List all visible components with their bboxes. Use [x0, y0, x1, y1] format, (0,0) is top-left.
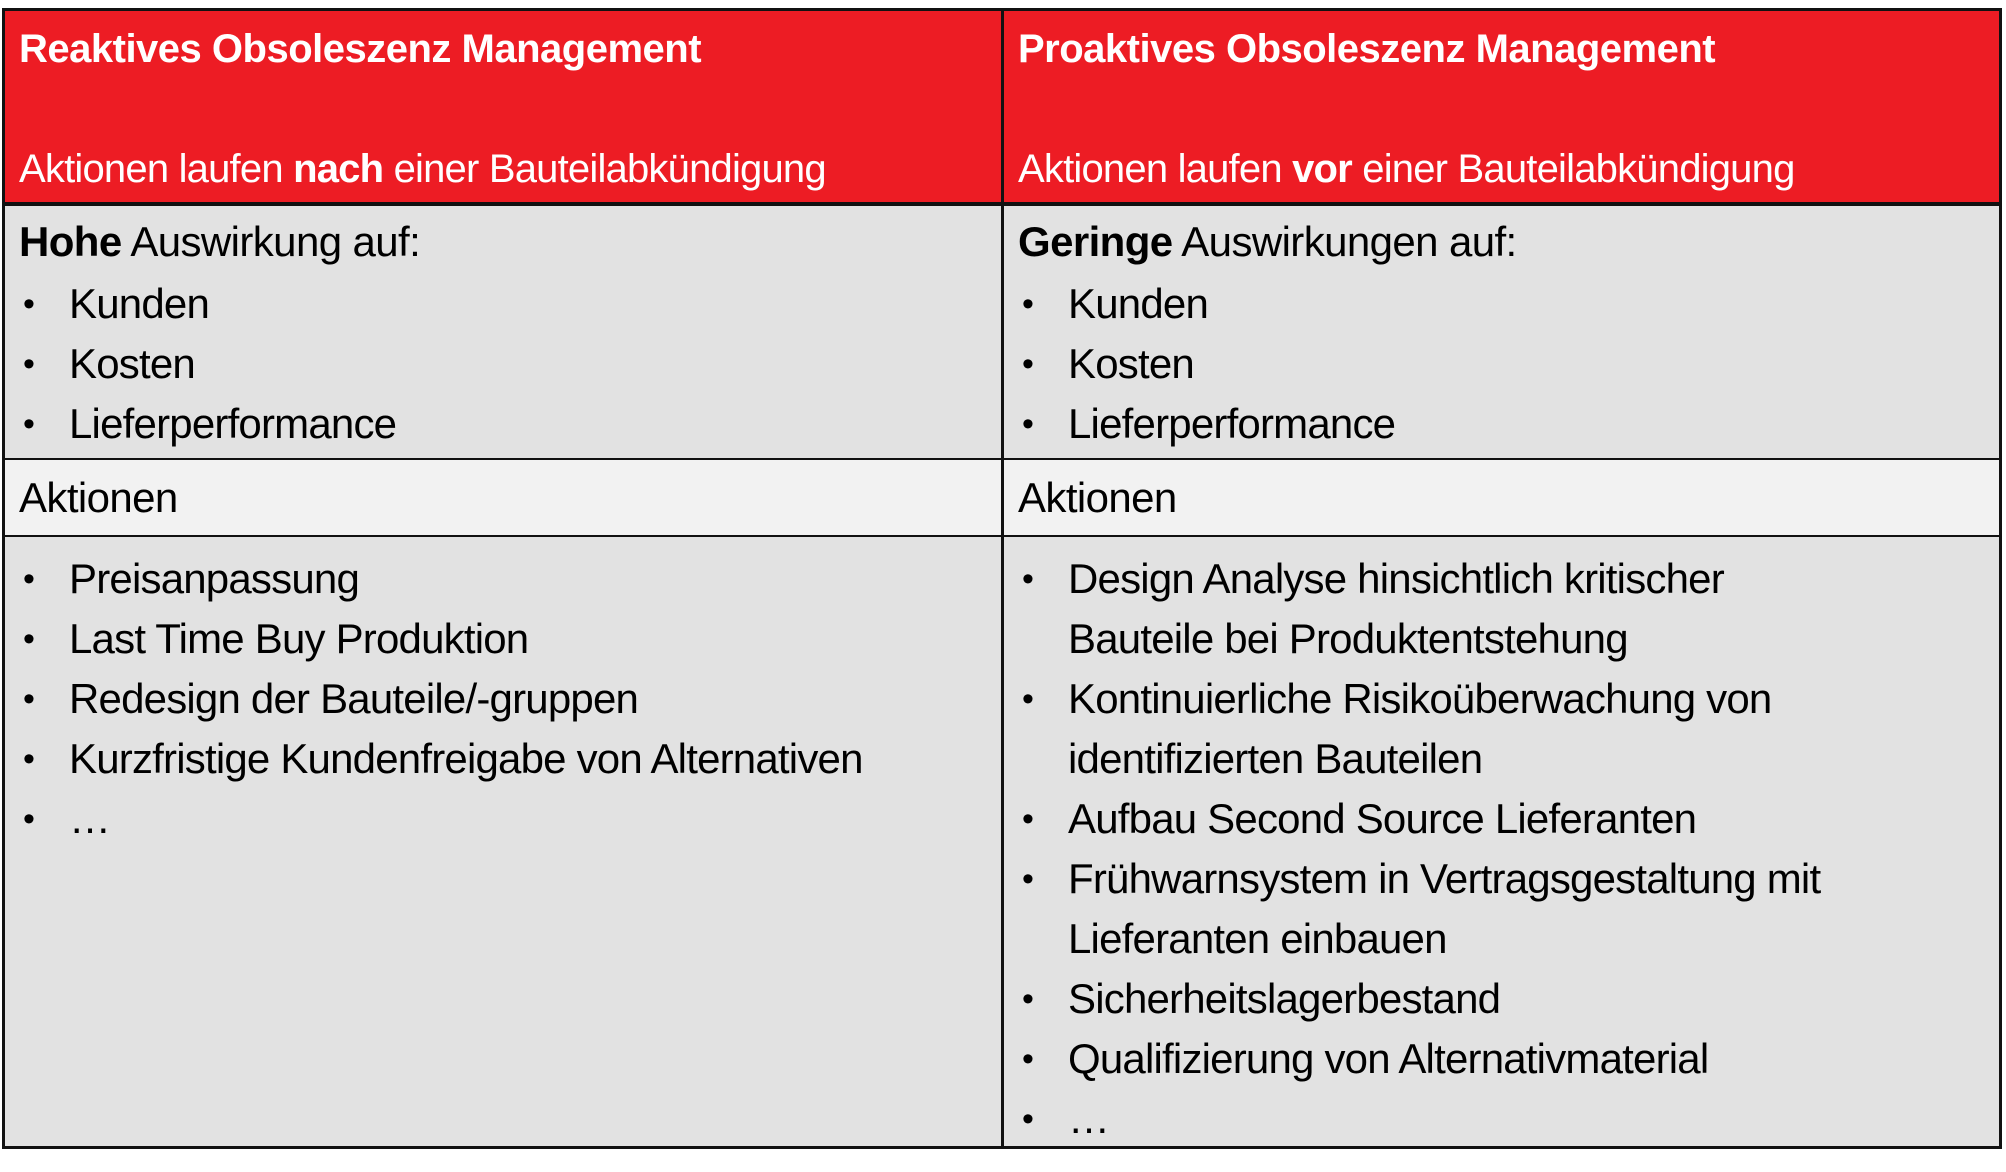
list-item-text: Sicherheitslagerbestand [1068, 975, 1501, 1022]
list-item [1018, 849, 1989, 909]
impact-list [1018, 274, 1989, 454]
impact-cell-proactive [1004, 206, 1999, 458]
subtitle-suffix: einer Bauteilabkündigung [1351, 147, 1795, 191]
subtitle-emphasis: nach [293, 147, 384, 191]
header-cell-reactive [5, 11, 1004, 202]
bullet-icon: • [1022, 405, 1034, 443]
bullet-icon: • [23, 405, 35, 443]
impact-rest: Auswirkungen auf: [1172, 218, 1517, 265]
list-item-text: Qualifizierung von Alternativmaterial [1068, 1035, 1709, 1082]
subtitle-suffix: einer Bauteilabkündigung [383, 147, 826, 191]
list-item-text: Frühwarnsystem in Vertragsgestaltung mit [1068, 855, 1821, 902]
list-item-continuation [1018, 609, 1989, 669]
list-item-text: Last Time Buy Produktion [69, 615, 529, 662]
list-item-text: Lieferperformance [1068, 400, 1396, 447]
column-subtitle [19, 147, 826, 192]
list-item [19, 729, 991, 789]
impact-row [5, 206, 1999, 460]
list-item [19, 609, 991, 669]
bullet-icon: • [23, 345, 35, 383]
actions-label-row [5, 460, 1999, 537]
bullet-icon: • [1022, 285, 1034, 323]
impact-emphasis: Geringe [1018, 218, 1173, 265]
bullet-icon: • [1022, 345, 1034, 383]
impact-lead [1018, 218, 1517, 266]
bullet-icon: • [1022, 680, 1034, 718]
actions-cell-reactive [5, 537, 1004, 1146]
list-item-text: Kunden [1068, 280, 1209, 327]
bullet-icon: • [1022, 980, 1034, 1018]
bullet-icon: • [1022, 800, 1034, 838]
list-item [1018, 969, 1989, 1029]
list-item-text: identifizierten Bauteilen [1068, 735, 1483, 782]
list-item [1018, 549, 1989, 609]
list-item-text: Kurzfristige Kundenfreigabe von Alternativen [69, 735, 863, 782]
list-item-text: Bauteile bei Produktentstehung [1068, 615, 1628, 662]
column-subtitle [1018, 147, 1795, 192]
list-item-text: Kontinuierliche Risikoüberwachung von [1068, 675, 1772, 722]
list-item [1018, 1029, 1989, 1089]
actions-label-cell-reactive [5, 460, 1004, 535]
list-item-text: Design Analyse hinsichtlich kritischer [1068, 555, 1724, 602]
impact-cell-reactive [5, 206, 1004, 458]
bullet-icon: • [23, 740, 35, 778]
bullet-icon: • [1022, 1100, 1034, 1138]
list-item-text: Kosten [1068, 340, 1194, 387]
list-item [1018, 394, 1989, 454]
column-title: Reaktives Obsoleszenz Management [19, 27, 702, 71]
list-item-text: Aufbau Second Source Lieferanten [1068, 795, 1697, 842]
list-item [1018, 274, 1989, 334]
subtitle-emphasis: vor [1292, 147, 1352, 191]
list-item-text: Kunden [69, 280, 210, 327]
list-item [19, 669, 991, 729]
list-item [19, 334, 991, 394]
bullet-icon: • [23, 680, 35, 718]
subtitle-prefix: Aktionen laufen [19, 147, 294, 191]
subtitle-prefix: Aktionen laufen [1018, 147, 1293, 191]
list-item [1018, 334, 1989, 394]
list-item-text: … [69, 795, 111, 842]
bullet-icon: • [23, 560, 35, 598]
bullet-icon: • [1022, 560, 1034, 598]
list-item-text: Preisanpassung [69, 555, 359, 602]
actions-label-cell-proactive [1004, 460, 1999, 535]
list-item [19, 789, 991, 849]
list-item-text: … [1068, 1095, 1110, 1142]
impact-list [19, 274, 991, 454]
impact-emphasis: Hohe [19, 218, 122, 265]
list-item-text: Redesign der Bauteile/-gruppen [69, 675, 639, 722]
list-item [19, 274, 991, 334]
impact-rest: Auswirkung auf: [121, 218, 421, 265]
actions-cell-proactive [1004, 537, 1999, 1146]
header-cell-proactive [1004, 11, 1999, 202]
section-label: Aktionen [19, 474, 178, 521]
list-item-continuation [1018, 909, 1989, 969]
bullet-icon: • [1022, 1040, 1034, 1078]
bullet-icon: • [1022, 860, 1034, 898]
obsolescence-comparison-table [2, 8, 2002, 1149]
section-label: Aktionen [1018, 474, 1177, 521]
column-title: Proaktives Obsoleszenz Management [1018, 27, 1716, 71]
header-row [5, 11, 1999, 206]
actions-list [19, 549, 991, 849]
list-item [1018, 1089, 1989, 1149]
bullet-icon: • [23, 620, 35, 658]
list-item [1018, 669, 1989, 729]
list-item-text: Lieferperformance [69, 400, 397, 447]
list-item [1018, 789, 1989, 849]
bullet-icon: • [23, 800, 35, 838]
list-item [19, 549, 991, 609]
list-item-text: Lieferanten einbauen [1068, 915, 1447, 962]
list-item-continuation [1018, 729, 1989, 789]
list-item-text: Kosten [69, 340, 195, 387]
impact-lead [19, 218, 420, 266]
bullet-icon: • [23, 285, 35, 323]
actions-list [1018, 549, 1989, 1149]
actions-row [5, 537, 1999, 1146]
list-item [19, 394, 991, 454]
